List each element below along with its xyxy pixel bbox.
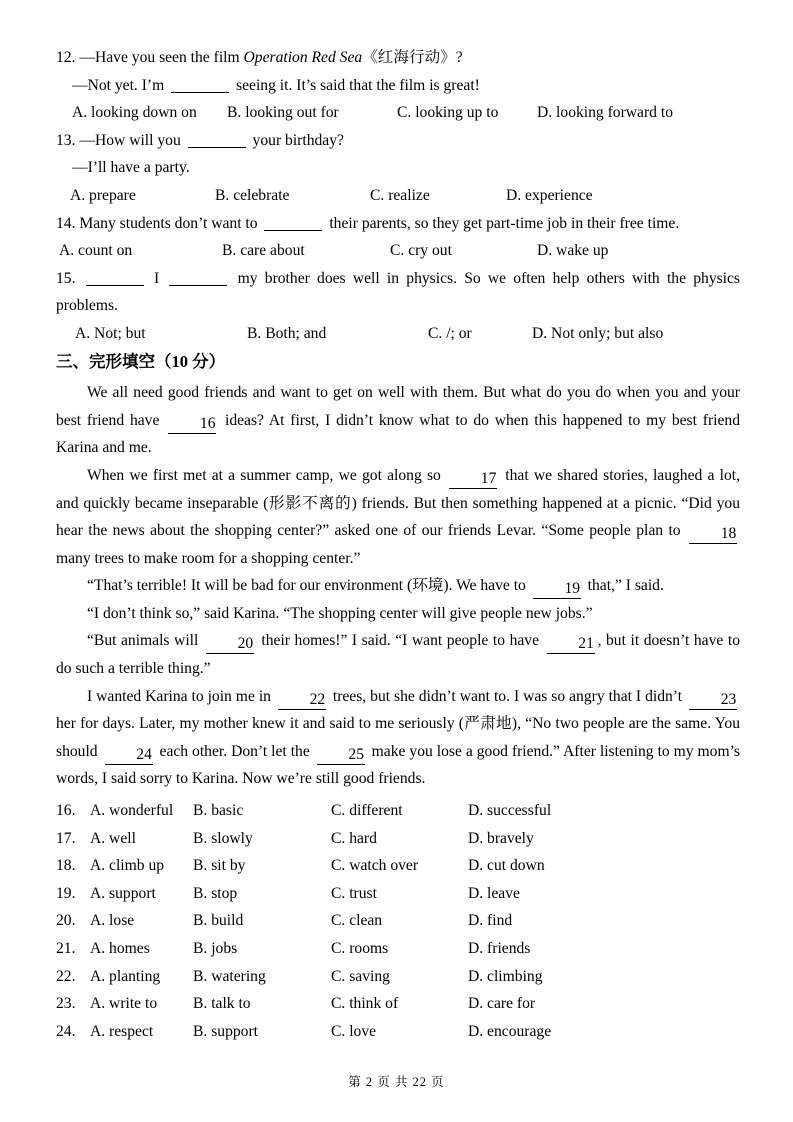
cloze-options-grid [56,797,740,1045]
text-segment: their parents, so they get part-time job in their free time. [325,214,680,232]
option-b: B. looking out for [227,104,339,122]
answer-blank [171,73,229,93]
cloze-passage [56,379,740,793]
option-c: C. different [331,802,403,820]
text-segment: I wanted Karina to join me in [87,687,275,705]
question-number: 22. [56,967,76,985]
option-a: A. climb up [90,857,165,875]
text-segment: many trees to make room for a shopping center.” [56,549,361,567]
option-b: B. slowly [193,829,253,847]
option-c: C. hard [331,829,377,847]
text-segment: We all need good friends and want to get on well with them. But what do you do when you and your best friend have [56,384,740,429]
question-number: 18. [56,857,76,875]
option-d: D. cut down [468,857,545,875]
numbered-blank: 21 [547,634,595,654]
page-number: 第 2 页 共 22 页 [348,1075,445,1089]
option-c: C. trust [331,884,377,902]
option-c: C. love [331,1022,377,1040]
text-segment: , but it doesn’t have to do such a terrible thing.” [56,632,740,678]
numbered-blank: 19 [533,579,581,599]
cloze-paragraph [56,462,740,572]
question-number: 23. [56,995,76,1013]
option-c: C. think of [331,995,399,1013]
numbered-blank: 17 [449,469,497,489]
option-d: D. successful [468,802,552,820]
cloze-option-row [56,1018,740,1046]
option-c: C. rooms [331,940,389,957]
option-b: B. basic [193,802,244,820]
text-segment: your birthday? [248,131,344,149]
text-segment: that,” I said. [583,577,664,595]
option-a: A. Not; but [75,324,146,342]
question-number: 19. [56,884,76,902]
cloze-paragraph [56,600,740,628]
option-b: B. celebrate [215,186,290,204]
answer-blank [188,128,246,148]
question-number: 17. [56,829,76,847]
page-content [56,44,740,1045]
text-segment: “That’s terrible! It will be bad for our environment (环境). We have to [87,577,530,595]
option-d: D. leave [468,884,520,902]
text-segment: their homes!” I said. “I want people to have [256,632,544,650]
cloze-option-row [56,852,740,880]
text-segment: “I don’t think so,” said Karina. “The shopping center will give people new jobs.” [87,604,593,622]
option-d: D. encourage [468,1022,552,1040]
question-number: 20. [56,912,76,930]
option-b: B. talk to [193,995,251,1013]
option-a: A. homes [90,940,150,957]
option-a: A. write to [90,995,158,1013]
text-segment: 12. —Have you seen the film [56,49,244,66]
text-segment: make you lose a good friend.” After listening to my mom’s words, I said sorry to Karina. Now we’re still good friends. [56,742,741,788]
numbered-blank: 20 [206,634,254,654]
cloze-option-row [56,963,740,991]
text-segment: 15. [56,269,83,287]
text-segment: “But animals will [87,632,203,650]
option-d: D. wake up [537,242,609,260]
option-a: A. looking down on [72,104,197,122]
cloze-option-row [56,880,740,908]
numbered-blank: 23 [689,690,737,710]
numbered-blank: 22 [278,690,326,710]
question-number: 21. [56,940,76,957]
text-segment: —I’ll have a party. [72,159,190,177]
option-a: A. respect [90,1022,154,1040]
option-c: C. /; or [428,324,472,342]
text-segment: 13. —How will you [56,131,185,149]
section-heading-cloze: 三、完形填空（10 分） [56,351,226,371]
numbered-blank: 16 [168,414,216,434]
option-a: A. wonderful [90,802,174,820]
option-d: D. friends [468,940,531,957]
text-segment: ideas? At first, I didn’t know what to do when this happened to my best friend Karina and me. [56,411,740,457]
option-d: D. climbing [468,967,543,985]
text-segment: her for days. Later, my mother knew it and said to me seriously (严肃地), “No two people are the same. You should [56,715,740,760]
option-b: B. watering [193,967,266,985]
option-c: C. looking up to [397,104,499,122]
option-d: D. Not only; but also [532,324,664,342]
text-segment: Operation Red Sea [243,49,363,66]
text-segment: each other. Don’t let the [155,742,314,760]
option-b: B. Both; and [247,324,327,342]
option-d: D. find [468,912,513,930]
text-segment: I [146,269,167,287]
option-d: D. bravely [468,829,534,847]
question-number: 16. [56,802,76,820]
option-b: B. care about [222,242,305,260]
q13-options [56,182,740,210]
option-d: D. experience [506,186,593,204]
question-number: 24. [56,1022,76,1040]
cloze-paragraph [56,572,740,600]
option-a: A. prepare [70,186,136,204]
cloze-paragraph [56,627,740,682]
cloze-option-row [56,907,740,935]
option-a: A. support [90,884,156,902]
text-segment: my brother does well in physics. So we often help others with the physics problems. [56,269,741,315]
option-c: C. clean [331,912,383,930]
answer-blank [264,211,322,231]
option-b: B. build [193,912,244,930]
text-segment: that we shared stories, laughed a lot, and quickly became inseparable (形影不离的) friends. But then something happened at a picnic. “Did you hear the news about the shopping center?” asked one of our friends Levar. “Some people plan to [56,466,740,540]
q14-options [56,237,740,265]
q12-options [56,99,740,127]
cloze-option-row [56,825,740,853]
text-segment: 《红海行动》? [362,49,463,66]
option-b: B. support [193,1022,258,1040]
cloze-option-row [56,990,740,1018]
q12-reply [56,72,740,100]
cloze-paragraph [56,683,740,793]
q13-stem [56,127,740,155]
answer-blank [169,266,227,286]
text-segment: seeing it. It’s said that the film is great! [232,76,480,94]
option-a: A. well [90,829,136,847]
option-d: D. looking forward to [537,104,673,122]
text-segment: When we first met at a summer camp, we got along so [87,466,447,484]
q12-stem [56,44,740,72]
q15-options [56,320,740,348]
text-segment: —Not yet. I’m [72,76,169,94]
q13-reply [56,154,740,182]
q15-stem [56,265,740,320]
q14-stem [56,210,740,238]
option-a: A. lose [90,912,135,930]
option-c: C. saving [331,967,390,985]
option-b: B. jobs [193,940,238,957]
option-a: A. count on [59,242,133,260]
cloze-option-row [56,797,740,825]
text-segment: 14. Many students don’t want to [56,214,262,232]
cloze-option-row [56,935,740,963]
cloze-paragraph [56,379,740,462]
option-c: C. watch over [331,857,419,875]
option-c: C. realize [370,186,430,204]
text-segment: trees, but she didn’t want to. I was so angry that I didn’t [328,687,686,705]
numbered-blank: 25 [317,745,365,765]
answer-blank [86,266,144,286]
option-a: A. planting [90,967,161,985]
option-b: B. stop [193,884,238,902]
option-c: C. cry out [390,242,452,260]
option-d: D. care for [468,995,536,1013]
page-footer [0,1072,793,1090]
numbered-blank: 18 [689,524,737,544]
numbered-blank: 24 [105,745,153,765]
option-b: B. sit by [193,857,246,875]
